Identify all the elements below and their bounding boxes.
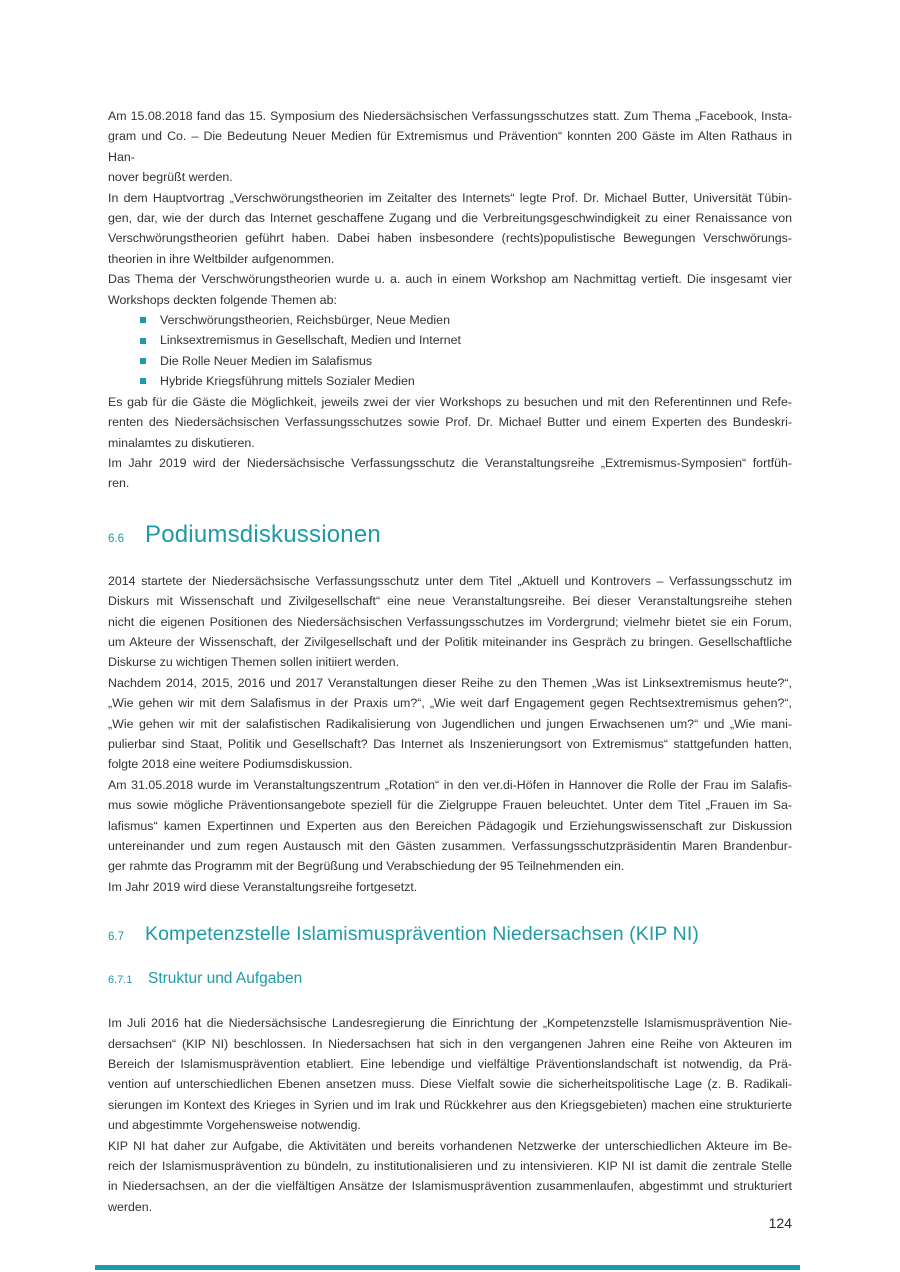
paragraph-reihe-2014 [108, 571, 792, 673]
paragraph-kipni-gruendung [108, 1013, 792, 1135]
paragraph-kipni-aufgabe [108, 1136, 792, 1218]
paragraph-workshops-intro [108, 269, 792, 310]
text-line: Bereich der Islamismusprävention etabliert. Eine lebendige und vielfältige Präventionslandschaft ist notwendig, da Prä- [108, 1057, 792, 1072]
paragraph-ausblick-reihe [108, 877, 792, 897]
text-line: untereinander und zum regen Austausch mit den Gästen zusammen. Verfassungsschutzpräsidentin Maren Brandenbur- [108, 839, 792, 853]
text-line: nicht die eigenen Positionen des Niedersächsischen Verfassungsschutzes im Vordergrund; vielmehr bietet sie ein Forum, [108, 614, 792, 629]
text-line: Am 15.08.2018 fand das 15. Symposium des Niedersächsischen Verfassungsschutzes statt. Zum Thema „Facebook, Insta- [108, 109, 792, 123]
text-line: Diskurse zu wichtigen Themen sollen initiiert werden. [108, 655, 400, 670]
bullet-text: Die Rolle Neuer Medien im Salafismus [160, 353, 373, 368]
section-number: 6.6 [108, 532, 124, 545]
text-line: ger rahmte das Programm mit der Begrüßung und Verabschiedung der 95 Teilnehmenden ein. [108, 859, 625, 874]
paragraph-themen-vorjahre [108, 673, 792, 775]
text-line: „Wie gehen wir mit dem Salafismus in der Praxis um?“, „Wie weit darf Engagement gegen Rechtsextremismus gehen?“, [108, 696, 792, 711]
text-line: mus sowie mögliche Präventionsangebote speziell für die Zielgruppe Frauen beleuchtet. Unter dem Titel „Frauen im Sa- [108, 798, 792, 813]
section-title: Struktur und Aufgaben [148, 970, 303, 988]
text-line: und abgestimmte Vorgehensweise notwendig. [108, 1118, 361, 1133]
text-line: KIP NI hat daher zur Aufgabe, die Aktivitäten und bereits vorhandenen Netzwerke der unterschiedlichen Akteure im Be- [108, 1138, 792, 1153]
bullet-list-workshop-themes [108, 310, 792, 392]
text-line: pulierbar sind Staat, Politik und Gesellschaft? Das Internet als Inszenierungsort von Extremismus“ stattgefunden hatten, [108, 736, 792, 751]
text-line: Diskurs mit Wissenschaft und Zivilgesellschaft“ eine neue Veranstaltungsreihe. Bei dieser Veranstaltungsreihe stehen [108, 594, 792, 609]
bullet-square-icon [140, 338, 146, 344]
text-line: „Wie gehen wir mit der salafistischen Radikalisierung von Jugendlichen und jungen Erwachsenen um?“ und „Wie mani- [108, 716, 792, 731]
paragraph-hauptvortrag [108, 188, 792, 270]
text-line: ren. [108, 476, 130, 491]
text-line: Im Juli 2016 hat die Niedersächsische Landesregierung die Einrichtung der „Kompetenzstelle Islamismusprävention Nie- [108, 1016, 792, 1031]
text-line: gen, dar, wie der durch das Internet geschaffene Zugang und die Verbreitungsgeschwindigkeit zu einer Renaissance von [108, 211, 792, 226]
section-heading-6-6 [108, 521, 792, 549]
text-line: Das Thema der Verschwörungstheorien wurde u. a. auch in einem Workshop am Nachmittag vertieft. Die insgesamt vier [108, 272, 792, 287]
text-line: vention auf unterschiedlichen Ebenen ansetzen muss. Diese Vielfalt sowie die sicherheitspolitische Lage (z. B. Radikali- [108, 1077, 792, 1092]
section-heading-6-7-1 [108, 970, 792, 988]
paragraph-ausblick-symposien [108, 453, 792, 494]
text-line: folgte 2018 eine weitere Podiumsdiskussion. [108, 757, 353, 772]
text-line: werden. [108, 1199, 153, 1214]
text-line: um Akteure der Wissenschaft, der Zivilgesellschaft und der Politik miteinander ins Gespräch zu bringen. Gesellschaftliche [108, 634, 792, 649]
text-line: nover begrüßt werden. [108, 170, 233, 185]
bullet-item [108, 351, 792, 371]
bullet-item [108, 371, 792, 391]
footer-accent-bar [95, 1265, 800, 1270]
bullet-text: Linksextremismus in Gesellschaft, Medien und Internet [160, 333, 461, 348]
text-line: reich der Islamismusprävention zu bündeln, zu institutionalisieren und zu intensivieren. KIP NI ist damit die zentrale Stelle [108, 1159, 792, 1174]
bullet-item [108, 310, 792, 330]
paragraph-rotation-2018 [108, 775, 792, 877]
section-number: 6.7.1 [108, 974, 133, 987]
text-line: lafismus“ kamen Expertinnen und Experten aus den Bereichen Pädagogik und Erziehungswissenschaft zur Diskussion [108, 818, 792, 833]
paragraph-symposium [108, 106, 792, 188]
bullet-text: Hybride Kriegsführung mittels Sozialer Medien [160, 374, 415, 389]
section-number: 6.7 [108, 931, 124, 944]
text-line: Im Jahr 2019 wird diese Veranstaltungsreihe fortgesetzt. [108, 879, 418, 894]
text-line: minalamtes zu diskutieren. [108, 435, 255, 450]
text-line: gram und Co. – Die Bedeutung Neuer Medien für Extremismus und Prävention“ konnten 200 Gäste im Alten Rathaus in Han- [108, 129, 792, 164]
bullet-square-icon [140, 358, 146, 364]
bullet-item [108, 330, 792, 350]
page-number: 124 [768, 1215, 792, 1232]
text-line: 2014 startete der Niedersächsische Verfassungsschutz unter dem Titel „Aktuell und Kontrovers – Verfassungsschutz im [108, 573, 792, 588]
text-line: Am 31.05.2018 wurde im Veranstaltungszentrum „Rotation“ in den ver.di-Höfen in Hannover die Rolle der Frau im Salafis- [108, 777, 792, 792]
text-line: renten des Niedersächsischen Verfassungsschutzes sowie Prof. Dr. Michael Butter und einem Experten des Bundeskri- [108, 415, 792, 430]
bullet-square-icon [140, 378, 146, 384]
bullet-text: Verschwörungstheorien, Reichsbürger, Neue Medien [160, 313, 450, 328]
text-line: in Niedersachsen, an der die vielfältigen Ansätze der Islamismusprävention zusammenlaufen, abgestimmt und strukturiert [108, 1179, 792, 1194]
section-title: Kompetenzstelle Islamismusprävention Niedersachsen (KIP NI) [145, 923, 699, 946]
bullet-square-icon [140, 317, 146, 323]
text-line: Workshops deckten folgende Themen ab: [108, 292, 337, 307]
text-line: Es gab für die Gäste die Möglichkeit, jeweils zwei der vier Workshops zu besuchen und mit den Referentinnen und Refe- [108, 394, 792, 409]
section-title: Podiumsdiskussionen [145, 520, 381, 548]
text-line: In dem Hauptvortrag „Verschwörungstheorien im Zeitalter des Internets“ legte Prof. Dr. Michael Butter, Universität Tübin- [108, 190, 792, 205]
text-line: Verschwörungstheorien geführt haben. Dabei haben insbesondere (rechts)populistische Bewegungen Verschwörungs- [108, 231, 792, 246]
text-line: theorien in ihre Weltbilder aufgenommen. [108, 251, 335, 266]
text-line: sierungen im Kontext des Krieges in Syrien und im Irak und Rückkehrer aus den Kriegsgebieten) machen eine strukturierte [108, 1097, 792, 1112]
text-line: Nachdem 2014, 2015, 2016 und 2017 Veranstaltungen dieser Reihe zu den Themen „Was ist Linksextremismus heute?“, [108, 675, 792, 690]
paragraph-workshop-besuch [108, 392, 792, 453]
text-line: Im Jahr 2019 wird der Niedersächsische Verfassungsschutz die Veranstaltungsreihe „Extremismus-Symposien“ fortfüh- [108, 455, 792, 470]
section-heading-6-7 [108, 923, 792, 946]
text-line: dersachsen“ (KIP NI) beschlossen. In Niedersachsen hat sich in den vergangenen Jahren eine Reihe von Akteuren im [108, 1036, 792, 1051]
